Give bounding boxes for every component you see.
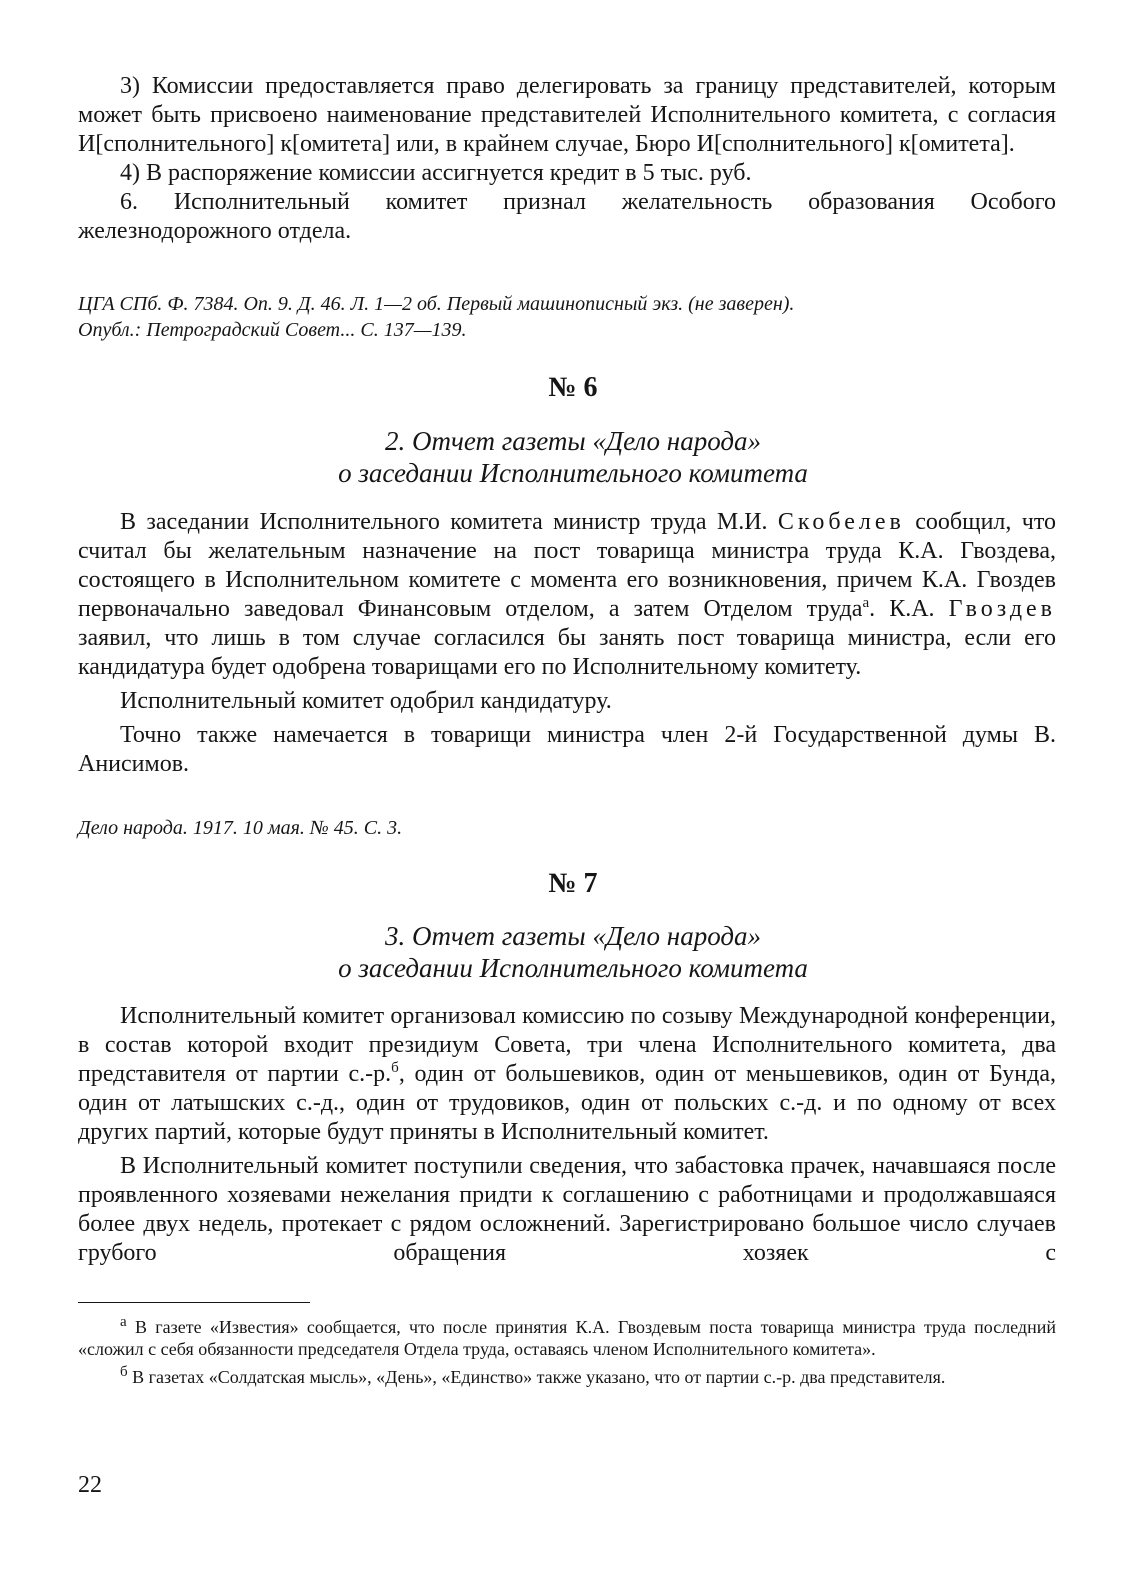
doc7-p1-part-a: Исполнительный комитет организовал комиссию по созыву Международной конференции, в состав которой входит президиум Совета, три члена Исполнительного комитета, два представителя от партии с.-р. xyxy=(78,1003,1056,1087)
footnote-mark-b: б xyxy=(391,1060,399,1076)
footnote-b-mark: б xyxy=(120,1364,128,1380)
publication-reference-6: Дело народа. 1917. 10 мая. № 45. С. 3. xyxy=(78,817,403,839)
document-7-body xyxy=(78,1002,1056,1268)
document-7-title-line-1: 3. Отчет газеты «Дело народа» xyxy=(384,921,762,951)
doc6-p1-part-d: заявил, что лишь в том случае согласился бы занять пост товарища министра, если его кандидатура будет одобрена товарищами его по Исполнительному комитету. xyxy=(78,625,1056,680)
document-7-paragraph-2: В Исполнительный комитет поступили сведения, что забастовка прачек, начавшаяся после проявленного хозяевами нежелания придти к соглашению с работницами и продолжавшаяся более двух недель, протекает с рядом осложнений. Зарегистрировано большое число случаев грубого обращения хозяек с xyxy=(78,1153,1056,1266)
footnote-b-text: В газетах «Солдатская мысль», «День», «Единство» также указано, что от партии с.-р. два представителя. xyxy=(127,1367,946,1387)
publication-reference-1: Опубл.: Петроградский Совет... С. 137—139. xyxy=(78,319,467,341)
document-6-paragraph-2: Исполнительный комитет одобрил кандидатуру. xyxy=(120,688,612,714)
intro-paragraph-3: 6. Исполнительный комитет признал желательность образования Особого железнодорожного отдела. xyxy=(78,189,1056,244)
doc6-name-skobelev: Скобелев xyxy=(777,509,905,535)
document-6-title-line-1: 2. Отчет газеты «Дело народа» xyxy=(384,426,762,456)
document-6-body xyxy=(78,508,1056,779)
footnote-a-mark: а xyxy=(120,1314,127,1330)
document-7-paragraph-1 xyxy=(78,1002,1056,1147)
footnote-mark-a: а xyxy=(862,595,870,611)
document-6-paragraph-3: Точно также намечается в товарищи министра член 2-й Государственной думы В. Анисимов. xyxy=(78,722,1056,777)
doc6-name-gvozdev: Гвоздев xyxy=(948,596,1057,622)
footnotes xyxy=(78,1316,1056,1394)
document-7-title-line-2: о заседании Исполнительного комитета xyxy=(338,953,808,983)
page-number: 22 xyxy=(78,1472,102,1498)
document-number-6: № 6 xyxy=(548,372,598,403)
footnote-divider xyxy=(78,1302,310,1303)
document-number-7: № 7 xyxy=(548,868,598,899)
footnote-b xyxy=(78,1366,1056,1388)
footnote-a xyxy=(78,1316,1056,1360)
document-6-title-line-2: о заседании Исполнительного комитета xyxy=(338,458,808,488)
intro-section xyxy=(78,72,1056,246)
intro-paragraph-2: 4) В распоряжение комиссии ассигнуется кредит в 5 тыс. руб. xyxy=(120,160,752,186)
doc7-p1-part-b: , один от большевиков, один от меньшевиков, один от Бунда, один от латышских с.-д., один от трудовиков, один от польских с.-д. и по одному от всех других партий, которые будут приняты в Исполнительный комитет. xyxy=(78,1061,1056,1145)
doc6-p1-part-b: сообщил, что считал бы желательным назначение на пост товарища министра труда К.А. Гвоздева, состоящего в Исполнительном комитете с момента его возникновения, причем К.А. Гвоздев первоначально заведовал Финансовым отделом, а затем Отделом труда xyxy=(78,509,1057,622)
archive-reference-1: ЦГА СПб. Ф. 7384. Оп. 9. Д. 46. Л. 1—2 об. Первый машинописный экз. (не заверен). xyxy=(78,293,795,315)
footnote-a-text: В газете «Известия» сообщается, что после принятия К.А. Гвоздевым поста товарища министра труда последний «сложил с себя обязанности председателя Отдела труда, оставаясь членом Исполнительного комитета». xyxy=(78,1317,1056,1359)
intro-paragraph-1: 3) Комиссии предоставляется право делегировать за границу представителей, которым может быть присвоено наименование представителей Исполнительного комитета, с согласия И[сполнительного] к[омитета] или, в крайнем случае, Бюро И[сполнительного] к[омитета]. xyxy=(78,73,1056,157)
doc6-p1-part-c: . К.А. xyxy=(869,596,949,622)
document-6-paragraph-1 xyxy=(78,508,1056,682)
doc6-p1-part-a: В заседании Исполнительного комитета министр труда М.И. xyxy=(120,509,778,535)
